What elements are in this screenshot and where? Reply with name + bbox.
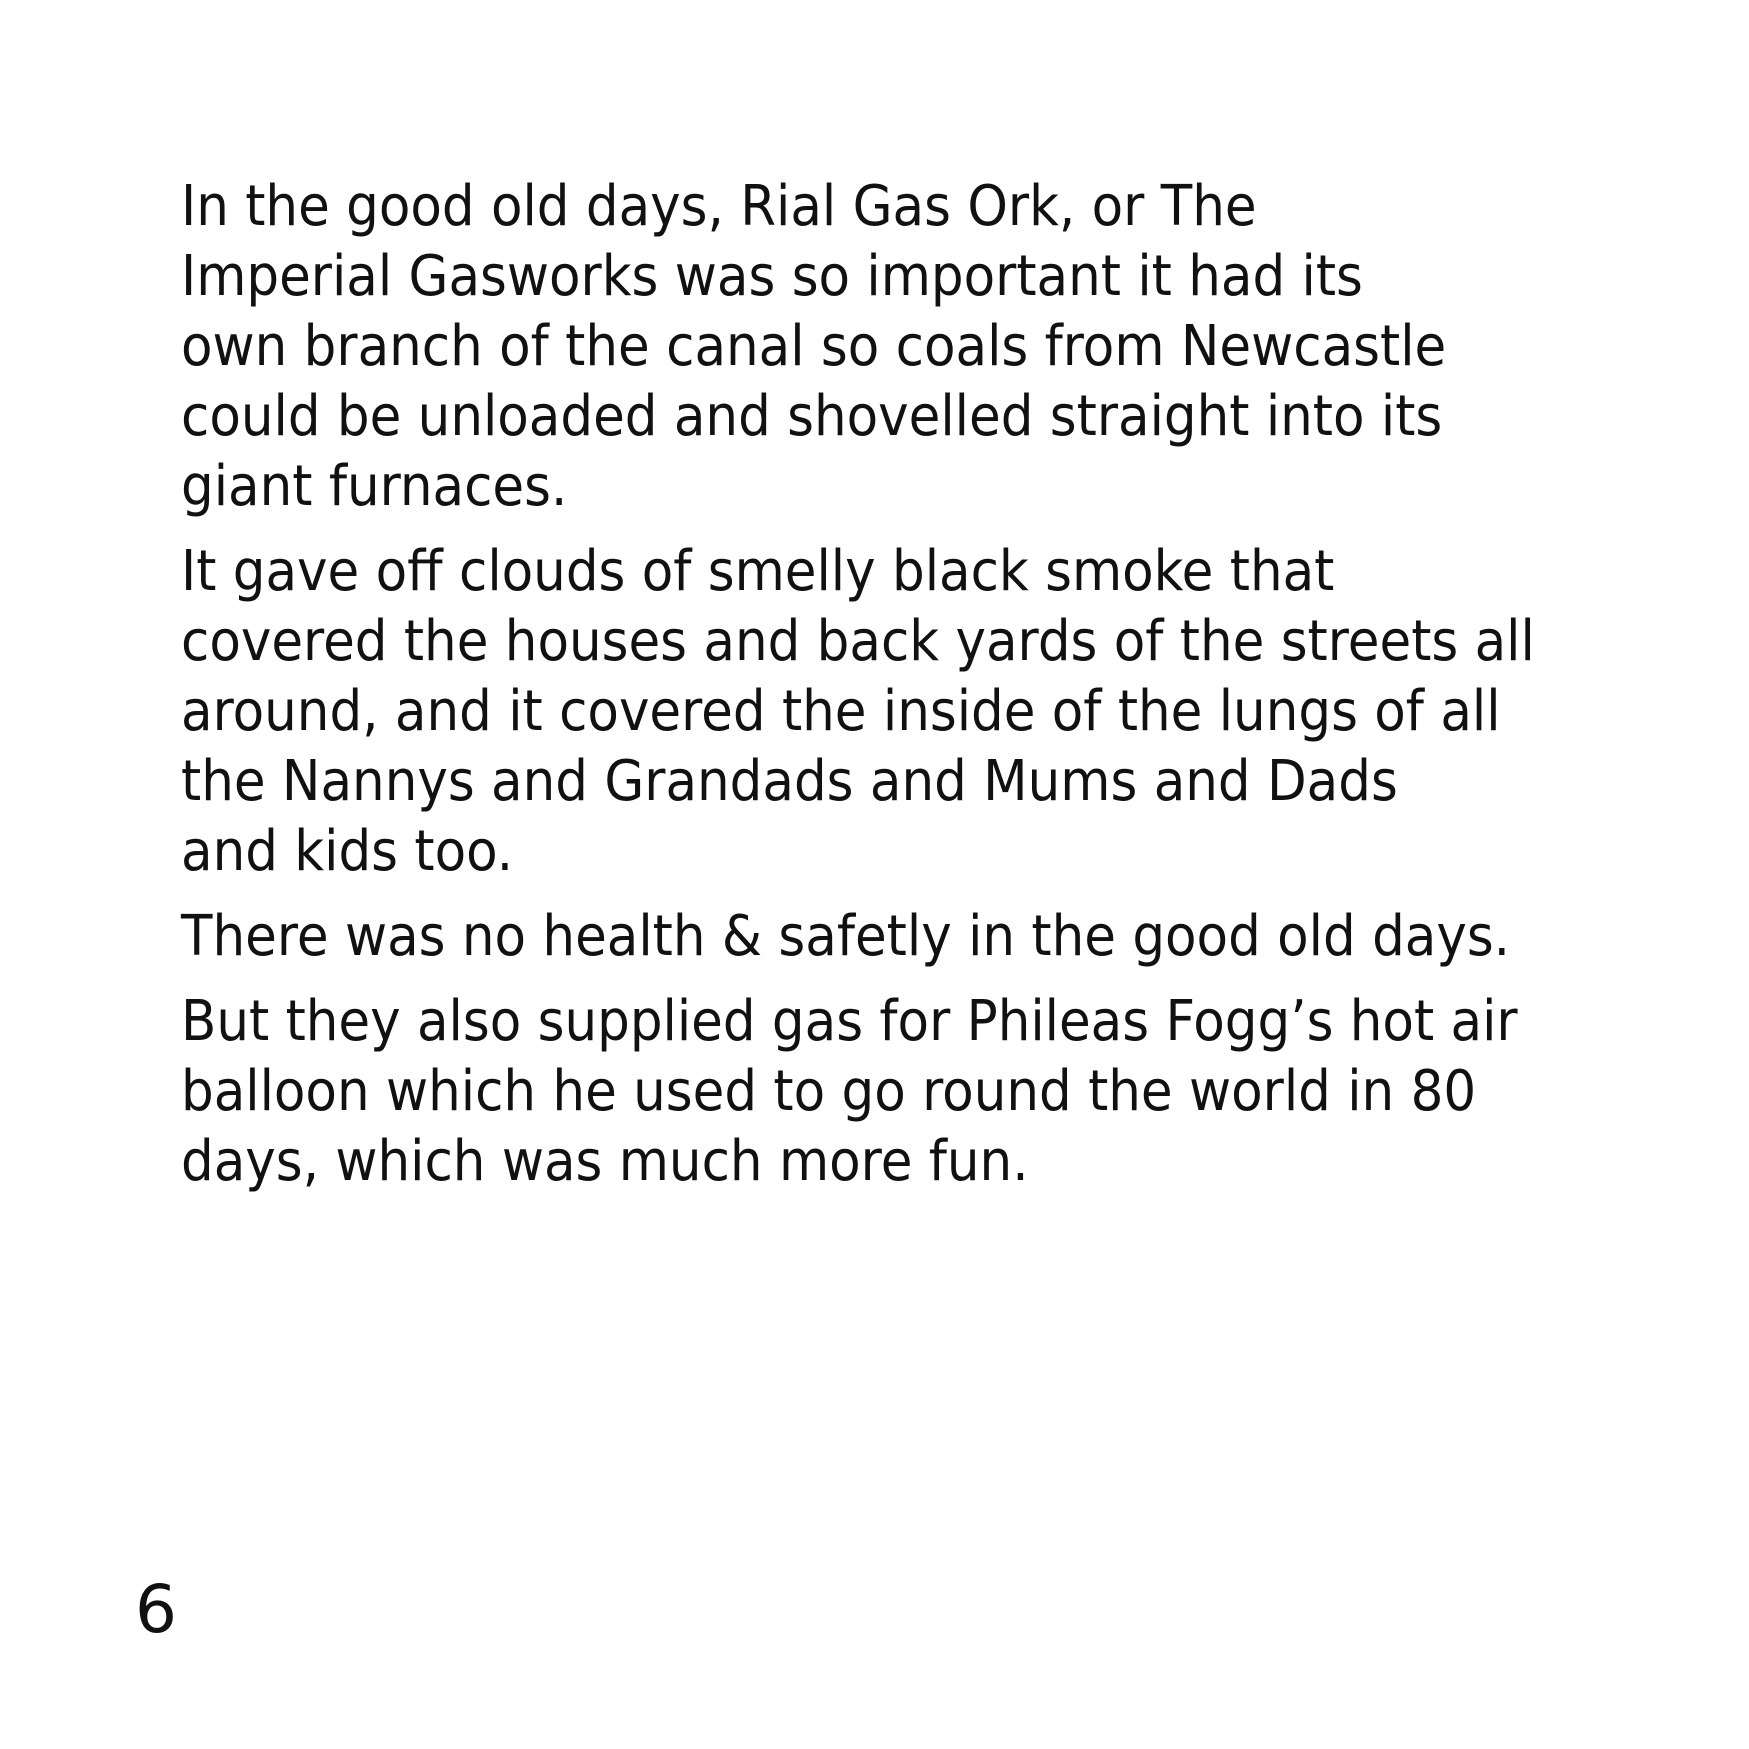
text-line: around, and it covered the inside of the lungs of all <box>181 679 1501 744</box>
text-line: and kids too. <box>181 819 514 884</box>
page-number: 6 <box>135 1571 177 1648</box>
paragraph-balloon <box>181 987 1601 1197</box>
text-line: Imperial Gasworks was so important it had its <box>181 244 1363 309</box>
body-text <box>181 172 1601 1212</box>
paragraph-health-safety <box>181 902 1601 972</box>
text-line: could be unloaded and shovelled straight into its <box>181 384 1443 449</box>
text-line: the Nannys and Grandads and Mums and Dads <box>181 749 1398 814</box>
text-line: But they also supplied gas for Phileas Fogg’s hot air <box>181 989 1518 1054</box>
text-line: In the good old days, Rial Gas Ork, or The <box>181 174 1257 239</box>
text-line: balloon which he used to go round the world in 80 <box>181 1059 1477 1124</box>
text-line: own branch of the canal so coals from Newcastle <box>181 314 1447 379</box>
text-line: There was no health & safetly in the good old days. <box>181 904 1511 969</box>
paragraph-smoke <box>181 537 1601 887</box>
text-line: It gave off clouds of smelly black smoke that <box>181 539 1335 604</box>
text-line: giant furnaces. <box>181 454 568 519</box>
text-line: days, which was much more fun. <box>181 1129 1029 1194</box>
text-line: covered the houses and back yards of the streets all <box>181 609 1535 674</box>
paragraph-gasworks <box>181 172 1601 522</box>
